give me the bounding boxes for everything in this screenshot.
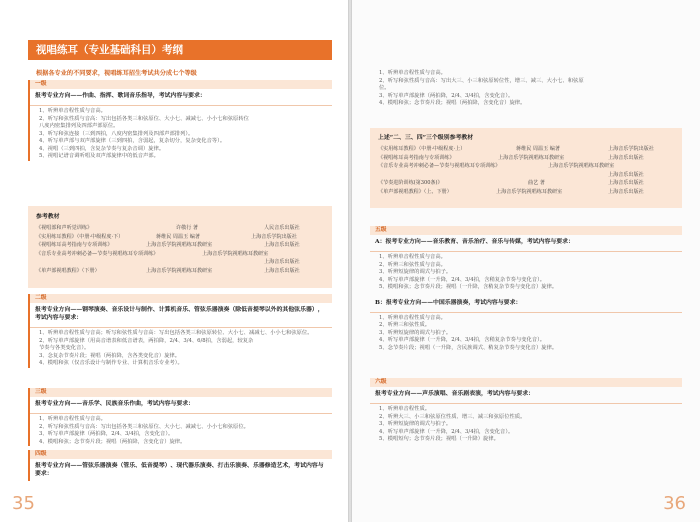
list-item: 3、听写单声部旋律（两拍降，2/4、3/4拍，含变化音）。 (379, 92, 514, 99)
level3-section (28, 388, 332, 446)
level1-label: 一级 (30, 80, 332, 89)
level5b-items (370, 315, 682, 353)
page-title: 视唱练耳（专业基础科目）考纲 (28, 40, 332, 60)
reference-row (378, 162, 674, 171)
level1-heading: 报考专业方向——作曲、指挥、歌词音乐指导，考试内容与要求： (35, 92, 206, 99)
divider (30, 413, 332, 414)
reference-row (378, 145, 674, 154)
ref-book: 《视唱练耳高考指南与专项训练》 (378, 154, 455, 161)
list-item: 4、听写单声部与双声部旋律（三到四拍，含弱起，复杂切分，复杂变化音等）。 (39, 138, 226, 144)
reference-row (36, 233, 324, 242)
reference-box (370, 128, 682, 208)
list-item: 5、模唱短句；念节奏片段；视唱（一升降）旋律。 (379, 436, 499, 442)
level4-heading: 报考专业方向——管弦乐器演奏（管乐、低音提琴）、现代器乐演奏、打击乐演奏、乐器修造艺术，考试内容与要求： (35, 462, 324, 477)
ref-author: 上海音乐学院视唱练耳教研室 (498, 154, 565, 161)
list-item: 1、听辨单音程性质与音高。 (379, 254, 446, 260)
reference-row (378, 154, 674, 163)
list-item: 4、听写单声部旋律（一升降，2/4、3/4拍，含变化音）。 (379, 428, 514, 435)
right-page (352, 0, 700, 522)
list-item: 2、听写和弦性质与音高：写出包括各类三和弦原位、大小七、减减七、小小七和弦原转位 (39, 115, 249, 122)
level6-items (370, 406, 682, 444)
list-item: 2、听写和弦性质与音高：写出包括各类三和弦原位、大小七、减减七、小小七和弦原位。 (39, 423, 249, 430)
list-item: 3、听辨短旋律的调式与拍子。 (379, 329, 452, 336)
level1-section (28, 80, 332, 161)
ref-author: 蒋维民 周温玉 编著 (156, 233, 200, 240)
list-item: 2、听辨三和弦性质与音高。 (379, 261, 446, 268)
reference-row (36, 267, 324, 276)
ref-author: 上海音乐学院视唱练耳教研室 (548, 163, 615, 169)
reference-box (28, 206, 332, 288)
level3-heading: 报考专业方向——音乐学、民族音乐作曲，考试内容与要求： (35, 400, 195, 407)
level1-items (30, 108, 332, 161)
ref-publisher: 上海音乐出版社 (608, 154, 644, 161)
ref-book: 《节奏进阶训练(第300条)》 (378, 180, 443, 186)
list-item: 1、听辨单音程性质与音高。 (379, 70, 446, 76)
ref-author: 曲艺 著 (528, 180, 545, 186)
ref-book: 《实用练耳教程》（中册·中级程度·上） (378, 146, 466, 152)
list-item: 位。 (379, 85, 390, 91)
list-item: 节奏与各类变化音）。 (39, 345, 90, 351)
ref-publisher: 上海音乐学院出版社 (251, 233, 297, 240)
list-item: 2、听写单声部旋律（用高音谱表和低音谱表，两拍降，2/4、3/4、6/8拍，含弱起，较复杂 (39, 337, 254, 344)
level5-section (370, 226, 682, 352)
list-item: 1、听辨单音程性质与音高。 (39, 108, 106, 114)
list-item: 3、听写单声部旋律（两拍降，2/4、3/4拍，含变化音）。 (39, 431, 174, 437)
level4-items (370, 70, 682, 108)
divider (370, 251, 682, 252)
level5-label: 五级 (370, 226, 682, 235)
reference-row (378, 188, 674, 197)
ref-author: 许敬行 著 (176, 225, 198, 231)
divider (30, 327, 332, 328)
ref-publisher: 上海音乐出版社 (608, 171, 644, 178)
level2-items (30, 330, 332, 368)
list-item: 5、念节奏片段；视唱（一升降，含民族调式、稍复杂节奏与变化音）旋律。 (379, 344, 558, 351)
reference-row (36, 250, 324, 259)
list-item: 2、听辨大三、小三和弦原位性质、增三、减三和弦原位性质。 (379, 413, 526, 420)
ref-author: 蒋维民 周温玉 编著 (516, 146, 560, 152)
list-item: 5、视唱记谱音调听唱及双声部旋律中的低音声部。 (39, 153, 159, 159)
page-number: 35 (12, 493, 35, 514)
list-item: 4、视唱（三到四拍，含复杂节奏与复杂音调）旋律。 (39, 145, 165, 152)
level6-label: 六级 (370, 378, 682, 387)
ref-book: 《音乐专业高考冲刺必备—节奏与视唱练耳专项训练》 (378, 163, 501, 169)
list-item: 八度内密集排列及四部声部原位。 (39, 123, 119, 129)
page-number: 36 (663, 493, 686, 514)
list-item: 4、听写单声部旋律（一升降，2/4、3/4拍，含稍复杂节奏与变化音）。 (379, 337, 546, 343)
ref-book: 《视唱部和声听觉训练》 (36, 225, 93, 231)
list-item: 4、听写单声部旋律（一升降，2/4、3/4拍，含稍复杂节奏与变化音）。 (379, 276, 546, 283)
ref-author: 上海音乐学院视唱练耳教研室 (202, 250, 269, 257)
level4-section (28, 450, 332, 481)
ref-book: 《单声部视唱教程》（下册） (36, 267, 100, 274)
list-item: 3、听辨短旋律的调式与拍子。 (379, 269, 452, 275)
list-item: 3、念复杂节奏片段；视唱（两拍降，含各类变化音）旋律。 (39, 352, 181, 359)
left-page (0, 0, 348, 522)
list-item: 4、模唱和弦；念节奏片段；视唱（两拍降，含变化音）旋律。 (39, 438, 186, 445)
reference-row (36, 224, 324, 233)
list-item: 1、听辨单音程性质与音高。 (379, 314, 446, 321)
level6-heading: 报考专业方向——声乐演唱、音乐剧表演，考试内容与要求： (375, 390, 535, 397)
ref-book: 《视唱练耳高考指南与专项训练》 (36, 242, 113, 248)
ref-author: 上海音乐学院视唱练耳教研室 (146, 267, 213, 274)
ref-author: 上海音乐学院视唱练耳教研室 (146, 242, 213, 248)
level3-label: 三级 (30, 388, 332, 397)
ref-publisher: 上海音乐出版社 (264, 242, 300, 248)
list-item: 3、听辨短旋律的调式与拍子。 (379, 421, 452, 427)
level4-items-continued (370, 70, 682, 108)
divider (30, 105, 332, 106)
ref-publisher: 上海音乐学院出版社 (608, 146, 654, 152)
list-item: 5、模唱和弦；念节奏片段；视唱（一升降，含稍复杂节奏与变化音）旋律。 (379, 284, 558, 290)
reference-row (36, 241, 324, 250)
ref-book: 《单声部视唱教程》（上、下册） (378, 188, 452, 195)
list-item: 1、听辨单音程性质。 (379, 406, 431, 412)
ref-publisher: 人民音乐出版社 (264, 225, 300, 231)
ref-publisher: 上海音乐出版社 (608, 188, 644, 195)
reference-title: 上述“二、三、四”三个级别参考教材 (378, 134, 474, 141)
list-item: 1、听辨单音程性质与音高；听写和弦性质与音高：写出包括各类三和弦原转位、大小七、减减七、小小七和弦原位。 (39, 330, 313, 336)
reference-row (378, 179, 674, 188)
ref-publisher: 上海音乐出版社 (608, 180, 644, 186)
level2-section (28, 294, 332, 368)
list-item: 1、听辨单音程性质与音高。 (39, 416, 106, 422)
level5a-heading: A：报考专业方向——音乐教育、音乐治疗、音乐与传媒，考试内容与要求： (375, 238, 574, 245)
reference-title: 参考教材 (36, 213, 60, 220)
ref-author: 上海音乐学院视唱练耳教研室 (496, 188, 563, 195)
page-subtitle: 根据各专业的不同要求，视唱练耳招生考试共分成七个等级 (36, 70, 197, 77)
reference-row (378, 171, 674, 180)
list-item: 2、听辨三和弦性质。 (379, 322, 431, 328)
list-item: 4、模唱和弦（仅音乐设计与制作专业、计算机音乐专业考）。 (39, 360, 183, 366)
reference-row (36, 258, 324, 267)
divider (370, 403, 682, 404)
level2-label: 二级 (30, 294, 332, 303)
level4-label: 四级 (30, 450, 332, 459)
list-item: 2、听写和弦性质与音高：写出大三、小三和弦原转位性，增三、减三、大小七、和弦原 (379, 77, 584, 84)
ref-publisher: 上海音乐出版社 (264, 267, 300, 274)
level3-items (30, 416, 332, 446)
ref-book: 《实用练耳教程》（中册·中级程度·下） (36, 233, 124, 240)
divider (370, 312, 682, 313)
list-item: 3、听写和弦连接（三到四拍，八度内密集排列及四部声部排列）。 (39, 130, 194, 137)
level5a-items (370, 254, 682, 292)
level2-heading: 报考专业方向——钢琴演奏、音乐设计与制作、计算机音乐、管弦乐器演奏（除低音提琴以外的其他弦乐器），考试内容与要求： (35, 306, 324, 321)
ref-publisher: 上海音乐出版社 (264, 259, 300, 265)
level6-section (370, 378, 682, 444)
list-item: 4、模唱和弦；念节奏片段；视唱（两拍降，含变化音）旋律。 (379, 100, 526, 106)
level5b-heading: B：报考专业方向——中国乐器演奏，考试内容与要求： (375, 298, 522, 306)
ref-book: 《音乐专业高考冲刺必备—节奏与视唱练耳专项训练》 (36, 250, 159, 257)
